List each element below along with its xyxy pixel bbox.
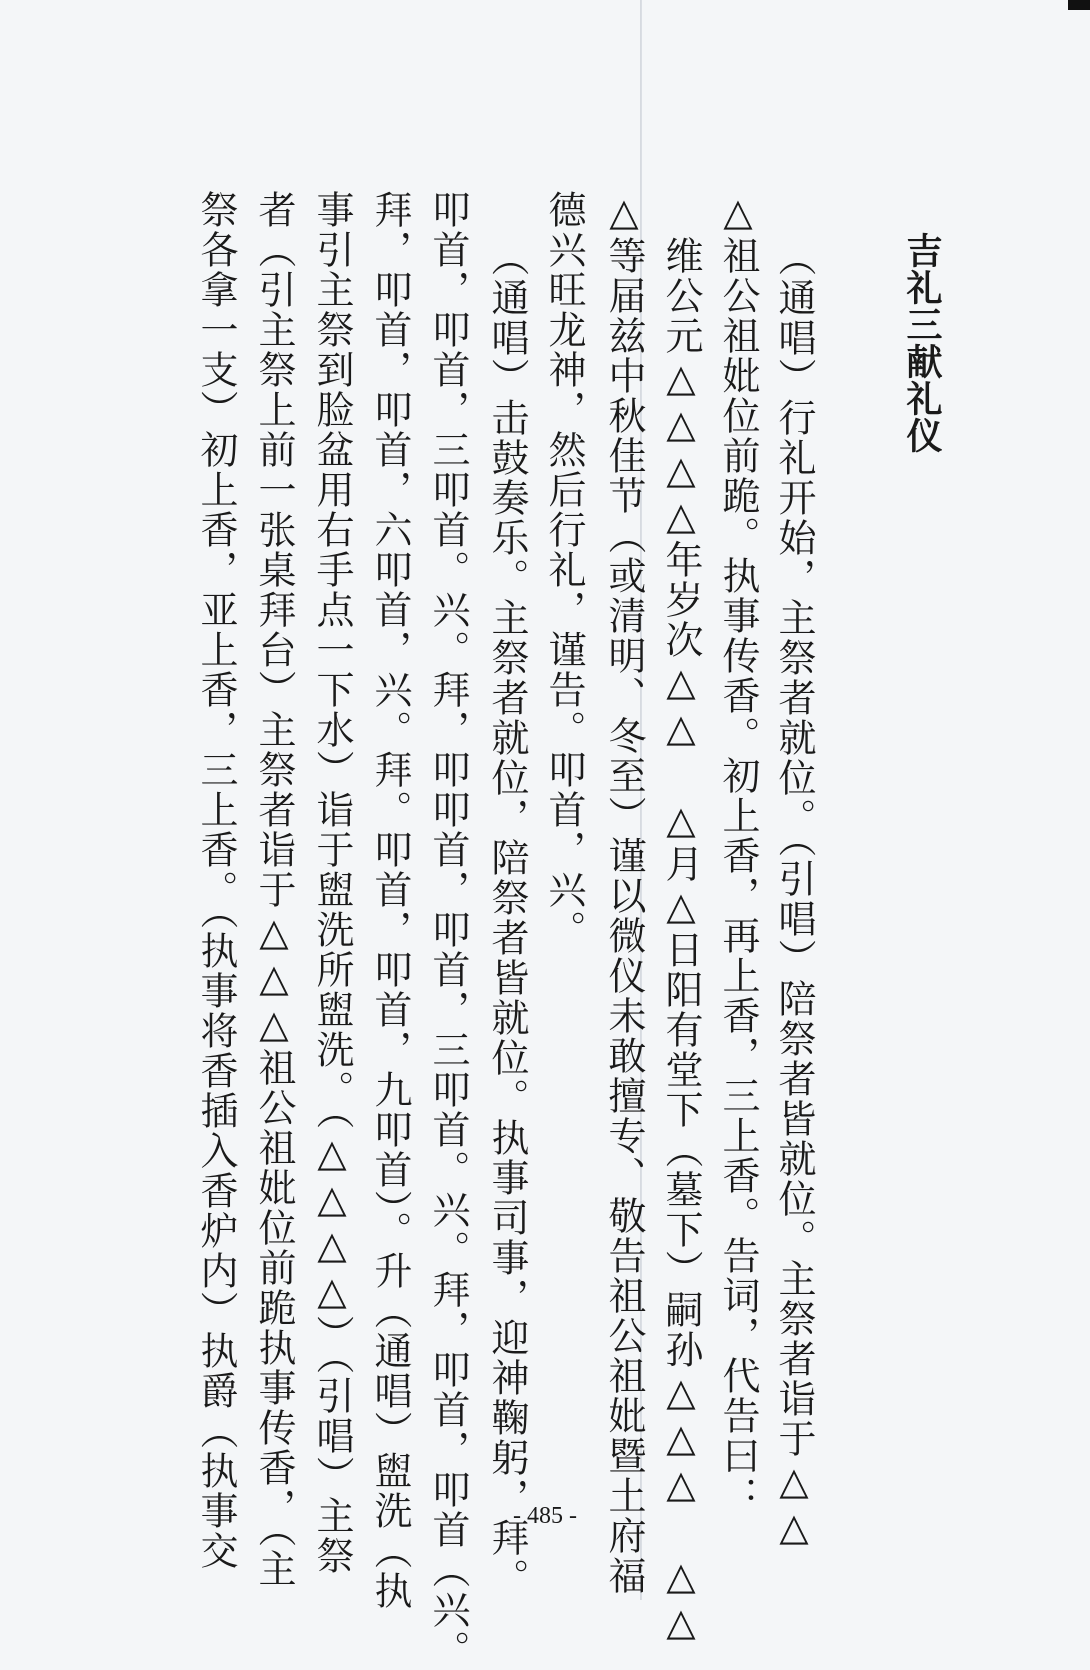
text-column-10: 者（引主祭上前一张桌拜台）主祭者诣于△△△祖公祖妣位前跪执事传香，（主 <box>252 190 296 1589</box>
text-column-11: 祭各拿一支）初上香，亚上香，三上香。（执事将香插入香炉内）执爵（执事交 <box>194 190 238 1571</box>
page-title: 吉礼三献礼仪 <box>901 232 942 454</box>
text-column-5: 德兴旺龙神，然后行礼，谨告。叩首，兴。 <box>542 190 586 950</box>
text-column-8: 拜，叩首，叩首，六叩首，兴。拜。叩首，叩首，九叩首）。升（通唱）盥洗（执 <box>368 190 412 1611</box>
text-column-1: （通唱）行礼开始，主祭者就位。（引唱）陪祭者皆就位。主祭者诣于△△ <box>772 238 816 1551</box>
text-column-3: 维公元△△△△年岁次△△ △月△日阳有堂下（墓下）嗣孙△△△ △△ <box>659 236 703 1646</box>
text-column-6: （通唱）击鼓奏乐。主祭者就位，陪祭者皆就位。执事司事，迎神鞠躬，拜。 <box>485 238 529 1598</box>
text-column-2: △祖公祖妣位前跪。执事传香。初上香，再上香，三上香。告词，代告曰： <box>716 190 760 1516</box>
page-number: - 485 - <box>513 1503 577 1529</box>
text-column-4: △等届兹中秋佳节（或清明、冬至）谨以微仪未敢擅专、敬告祖公祖妣暨土府福 <box>602 190 646 1596</box>
text-column-9: 事引主祭到脸盆用右手点一下水）诣于盥洗所盥洗。（△△△△）（引唱）主祭 <box>310 190 354 1576</box>
scan-corner-mark <box>1068 0 1090 10</box>
text-column-7: 叩首，叩首，三叩首。兴。拜，叩叩首，叩首，三叩首。兴。拜，叩首，叩首（兴。 <box>426 190 470 1670</box>
